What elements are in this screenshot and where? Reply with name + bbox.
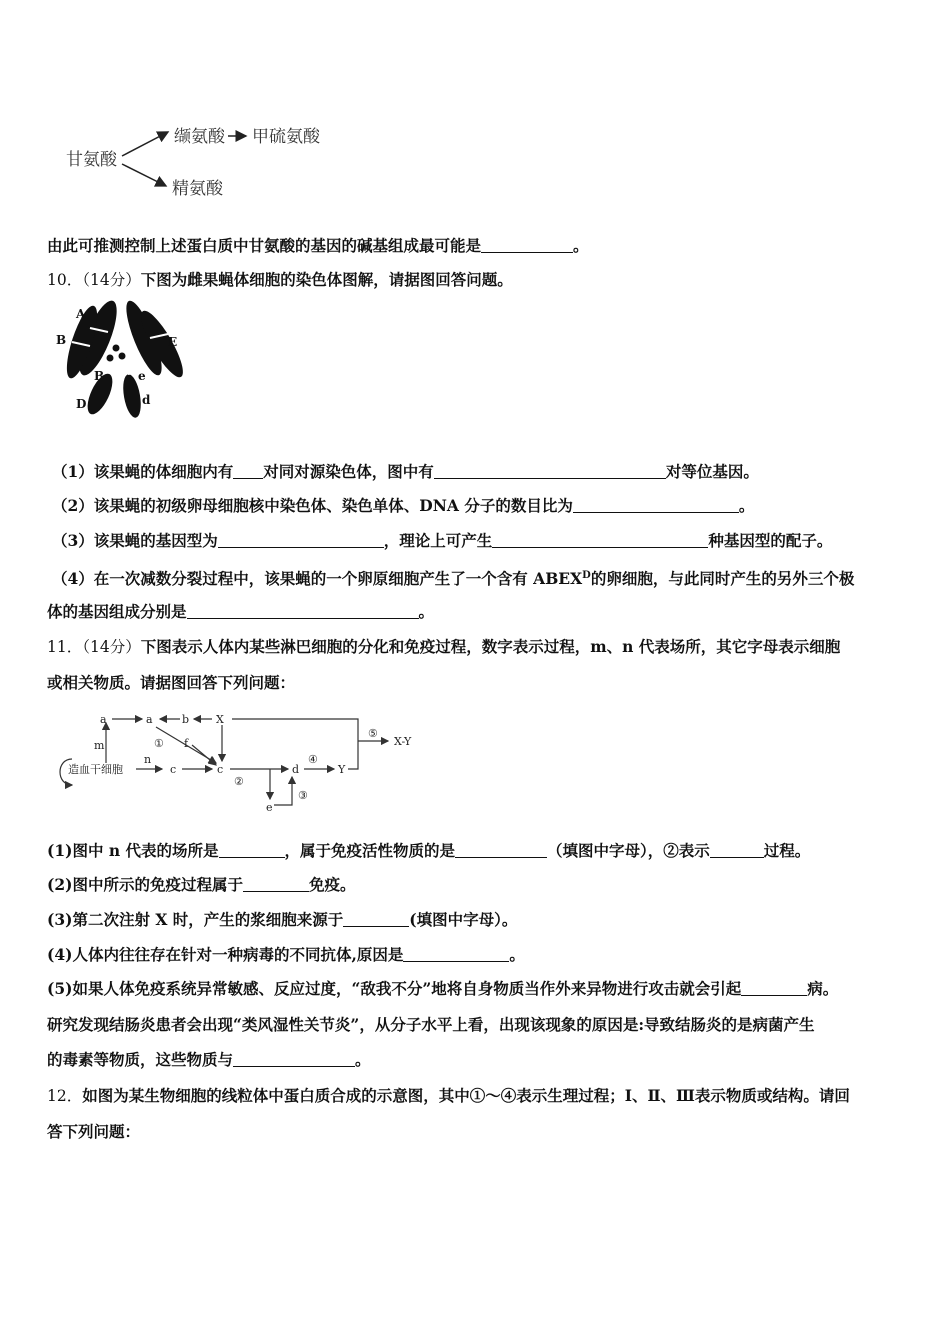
chromosome-dot	[119, 353, 126, 360]
q11-number: 11．	[47, 638, 83, 656]
amino-arrow-up	[122, 132, 168, 156]
q11-s3-b: (填图中字母）。	[409, 910, 518, 929]
label-c1: c	[170, 763, 177, 776]
q11-score: （14分）	[82, 638, 141, 656]
q10-s4-b: 的卵细胞，与此同时产生的另外三个极	[590, 569, 855, 589]
q10-s3	[52, 531, 832, 551]
answer-blank[interactable]	[218, 531, 384, 548]
answer-blank[interactable]	[481, 236, 573, 253]
label-A: A	[76, 307, 86, 321]
answer-blank[interactable]	[573, 496, 739, 513]
label-a2: a	[146, 713, 153, 726]
q11-s5-a: (5)如果人体免疫系统异常敏感、反应过度，“敌我不分”地将自身物质当作外来异物进行攻击就会引起	[47, 979, 742, 998]
q10-s1-c: 对等位基因。	[665, 462, 759, 481]
q11-s4-a: (4)人体内往往存在针对一种病毒的不同抗体,原因是	[47, 945, 404, 964]
q11-s2-a: (2)图中所示的免疫过程属于	[47, 875, 243, 894]
q12-stem1: 如图为某生物细胞的线粒体中蛋白质合成的示意图，其中①～④表示生理过程；Ⅰ、Ⅱ、Ⅲ表示物质或结构。请回	[82, 1086, 850, 1105]
q11-stem2-line	[47, 673, 295, 693]
q9-end: 。	[573, 236, 589, 255]
q10-stem: 下图为雌果蝇体细胞的染色体图解，请据图回答问题。	[140, 270, 513, 289]
answer-blank[interactable]	[492, 531, 708, 548]
label-Y: Y	[338, 763, 346, 776]
label-b: b	[182, 713, 190, 726]
q9-text: 由此可推测控制上述蛋白质中甘氨酸的基因的碱基组成最可能是	[47, 236, 482, 255]
answer-blank[interactable]	[434, 462, 666, 479]
amino-branch1: 缬氨酸	[174, 127, 225, 147]
answer-blank[interactable]	[219, 841, 285, 858]
q10-s2-b: 。	[738, 496, 755, 515]
amino-branch2: 精氨酸	[172, 179, 223, 199]
answer-blank[interactable]	[403, 945, 509, 962]
q11-s5c-b: 。	[355, 1050, 371, 1069]
label-p1: ①	[154, 737, 164, 750]
label-f: f	[184, 737, 189, 750]
q10-s4b-a: 体的基因组成分别是	[47, 602, 187, 621]
arrow-5	[232, 719, 358, 769]
q11-s2-b: 免疫。	[308, 875, 356, 894]
amino-branch1-next: 甲硫氨酸	[252, 127, 320, 147]
amino-acid-figure	[60, 118, 340, 208]
q10-s1-b: 对同对源染色体，图中有	[263, 462, 434, 481]
label-n: n	[144, 753, 152, 766]
answer-blank[interactable]	[343, 910, 409, 927]
answer-blank[interactable]	[710, 841, 764, 858]
label-d: d	[142, 393, 151, 407]
answer-blank[interactable]	[243, 875, 309, 892]
q11-s5b-text: 研究发现结肠炎患者会出现“类风湿性关节炎”，从分子水平上看，出现该现象的原因是:导致结肠炎的是病菌产生	[47, 1015, 815, 1034]
chromosome-dot	[107, 355, 114, 362]
q10-s4b	[47, 602, 434, 622]
amino-source: 甘氨酸	[66, 150, 117, 170]
chromosome-figure	[50, 298, 190, 428]
q10-number: 10．	[47, 271, 83, 289]
label-p5: ⑤	[368, 727, 378, 740]
q12-stem2: 答下列问题：	[47, 1122, 141, 1141]
label-cell: 造血干细胞	[68, 763, 123, 776]
label-X: X	[216, 713, 224, 726]
q11-s3-a: (3)第二次注射 X 时，产生的浆细胞来源于	[47, 910, 344, 929]
label-E: E	[168, 335, 178, 349]
arrow-3	[274, 777, 292, 805]
q10-s1	[52, 462, 759, 482]
q12-header	[47, 1086, 850, 1106]
q10-s2-a: （2）该果蝇的初级卵母细胞核中染色体、染色单体、DNA 分子的数目比为	[52, 496, 573, 515]
q11-s1-c: （填图中字母），②表示	[547, 841, 710, 860]
q10-s4b-b: 。	[418, 602, 435, 621]
q11-stem1: 下图表示人体内某些淋巴细胞的分化和免疫过程，数字表示过程，m、n 代表场所，其它字母表示细胞	[140, 637, 841, 656]
q10-s4-sup: D	[582, 570, 591, 581]
q10-s2	[52, 496, 754, 516]
label-c2: c	[217, 763, 224, 776]
q11-s5-b: 病。	[807, 979, 839, 998]
q10-s3-b: ，理论上可产生	[383, 531, 493, 550]
answer-blank[interactable]	[233, 1050, 355, 1067]
q10-s1-a: （1）该果蝇的体细胞内有	[52, 462, 234, 481]
q11-s1-b: ，属于免疫活性物质的是	[284, 841, 456, 860]
label-B-mid: B	[94, 369, 105, 383]
q11-s4-b: 。	[509, 945, 525, 964]
q10-header	[47, 270, 513, 290]
q12-stem2-line	[47, 1122, 140, 1142]
q11-s4	[47, 945, 525, 965]
q11-s1-d: 过程。	[763, 841, 811, 860]
q11-s3	[47, 910, 517, 930]
label-m: m	[94, 739, 105, 752]
label-B-top: B	[56, 333, 67, 347]
q10-s3-c: 种基因型的配子。	[708, 531, 833, 550]
q10-s3-a: （3）该果蝇的基因型为	[52, 531, 218, 550]
q12-number: 12．	[47, 1087, 83, 1105]
label-e: e	[138, 369, 146, 383]
answer-blank[interactable]	[233, 462, 263, 479]
q10-score: （14分）	[82, 271, 141, 289]
answer-blank[interactable]	[455, 841, 547, 858]
q11-s1	[47, 841, 810, 861]
label-d: d	[292, 763, 300, 776]
label-a1: a	[100, 713, 107, 726]
label-e: e	[266, 801, 273, 814]
chromosome-dot	[113, 345, 120, 352]
q11-s5	[47, 979, 838, 999]
q10-s4	[52, 566, 854, 589]
label-p4: ④	[308, 753, 318, 766]
label-a: a	[116, 317, 124, 331]
q11-s2	[47, 875, 355, 895]
label-XY: X-Y	[394, 735, 412, 748]
label-p3: ③	[298, 789, 308, 802]
q11-header	[47, 637, 840, 657]
arrow-f	[192, 745, 216, 765]
answer-blank[interactable]	[741, 979, 807, 996]
label-p2: ②	[234, 775, 244, 788]
q11-s5c-a: 的毒素等物质，这些物质与	[47, 1050, 234, 1069]
q11-s5b	[47, 1015, 815, 1035]
amino-arrow-down	[122, 164, 166, 186]
label-D: D	[76, 397, 87, 411]
immune-figure	[52, 707, 432, 817]
answer-blank[interactable]	[187, 602, 419, 619]
q11-s1-a: (1)图中 n 代表的场所是	[47, 841, 219, 860]
q10-s4-a: （4）在一次减数分裂过程中，该果蝇的一个卵原细胞产生了一个含有 ABEX	[52, 569, 583, 589]
q9-tail-line	[47, 236, 589, 256]
q11-s5c	[47, 1050, 371, 1070]
q11-stem2: 或相关物质。请据图回答下列问题：	[47, 673, 296, 692]
